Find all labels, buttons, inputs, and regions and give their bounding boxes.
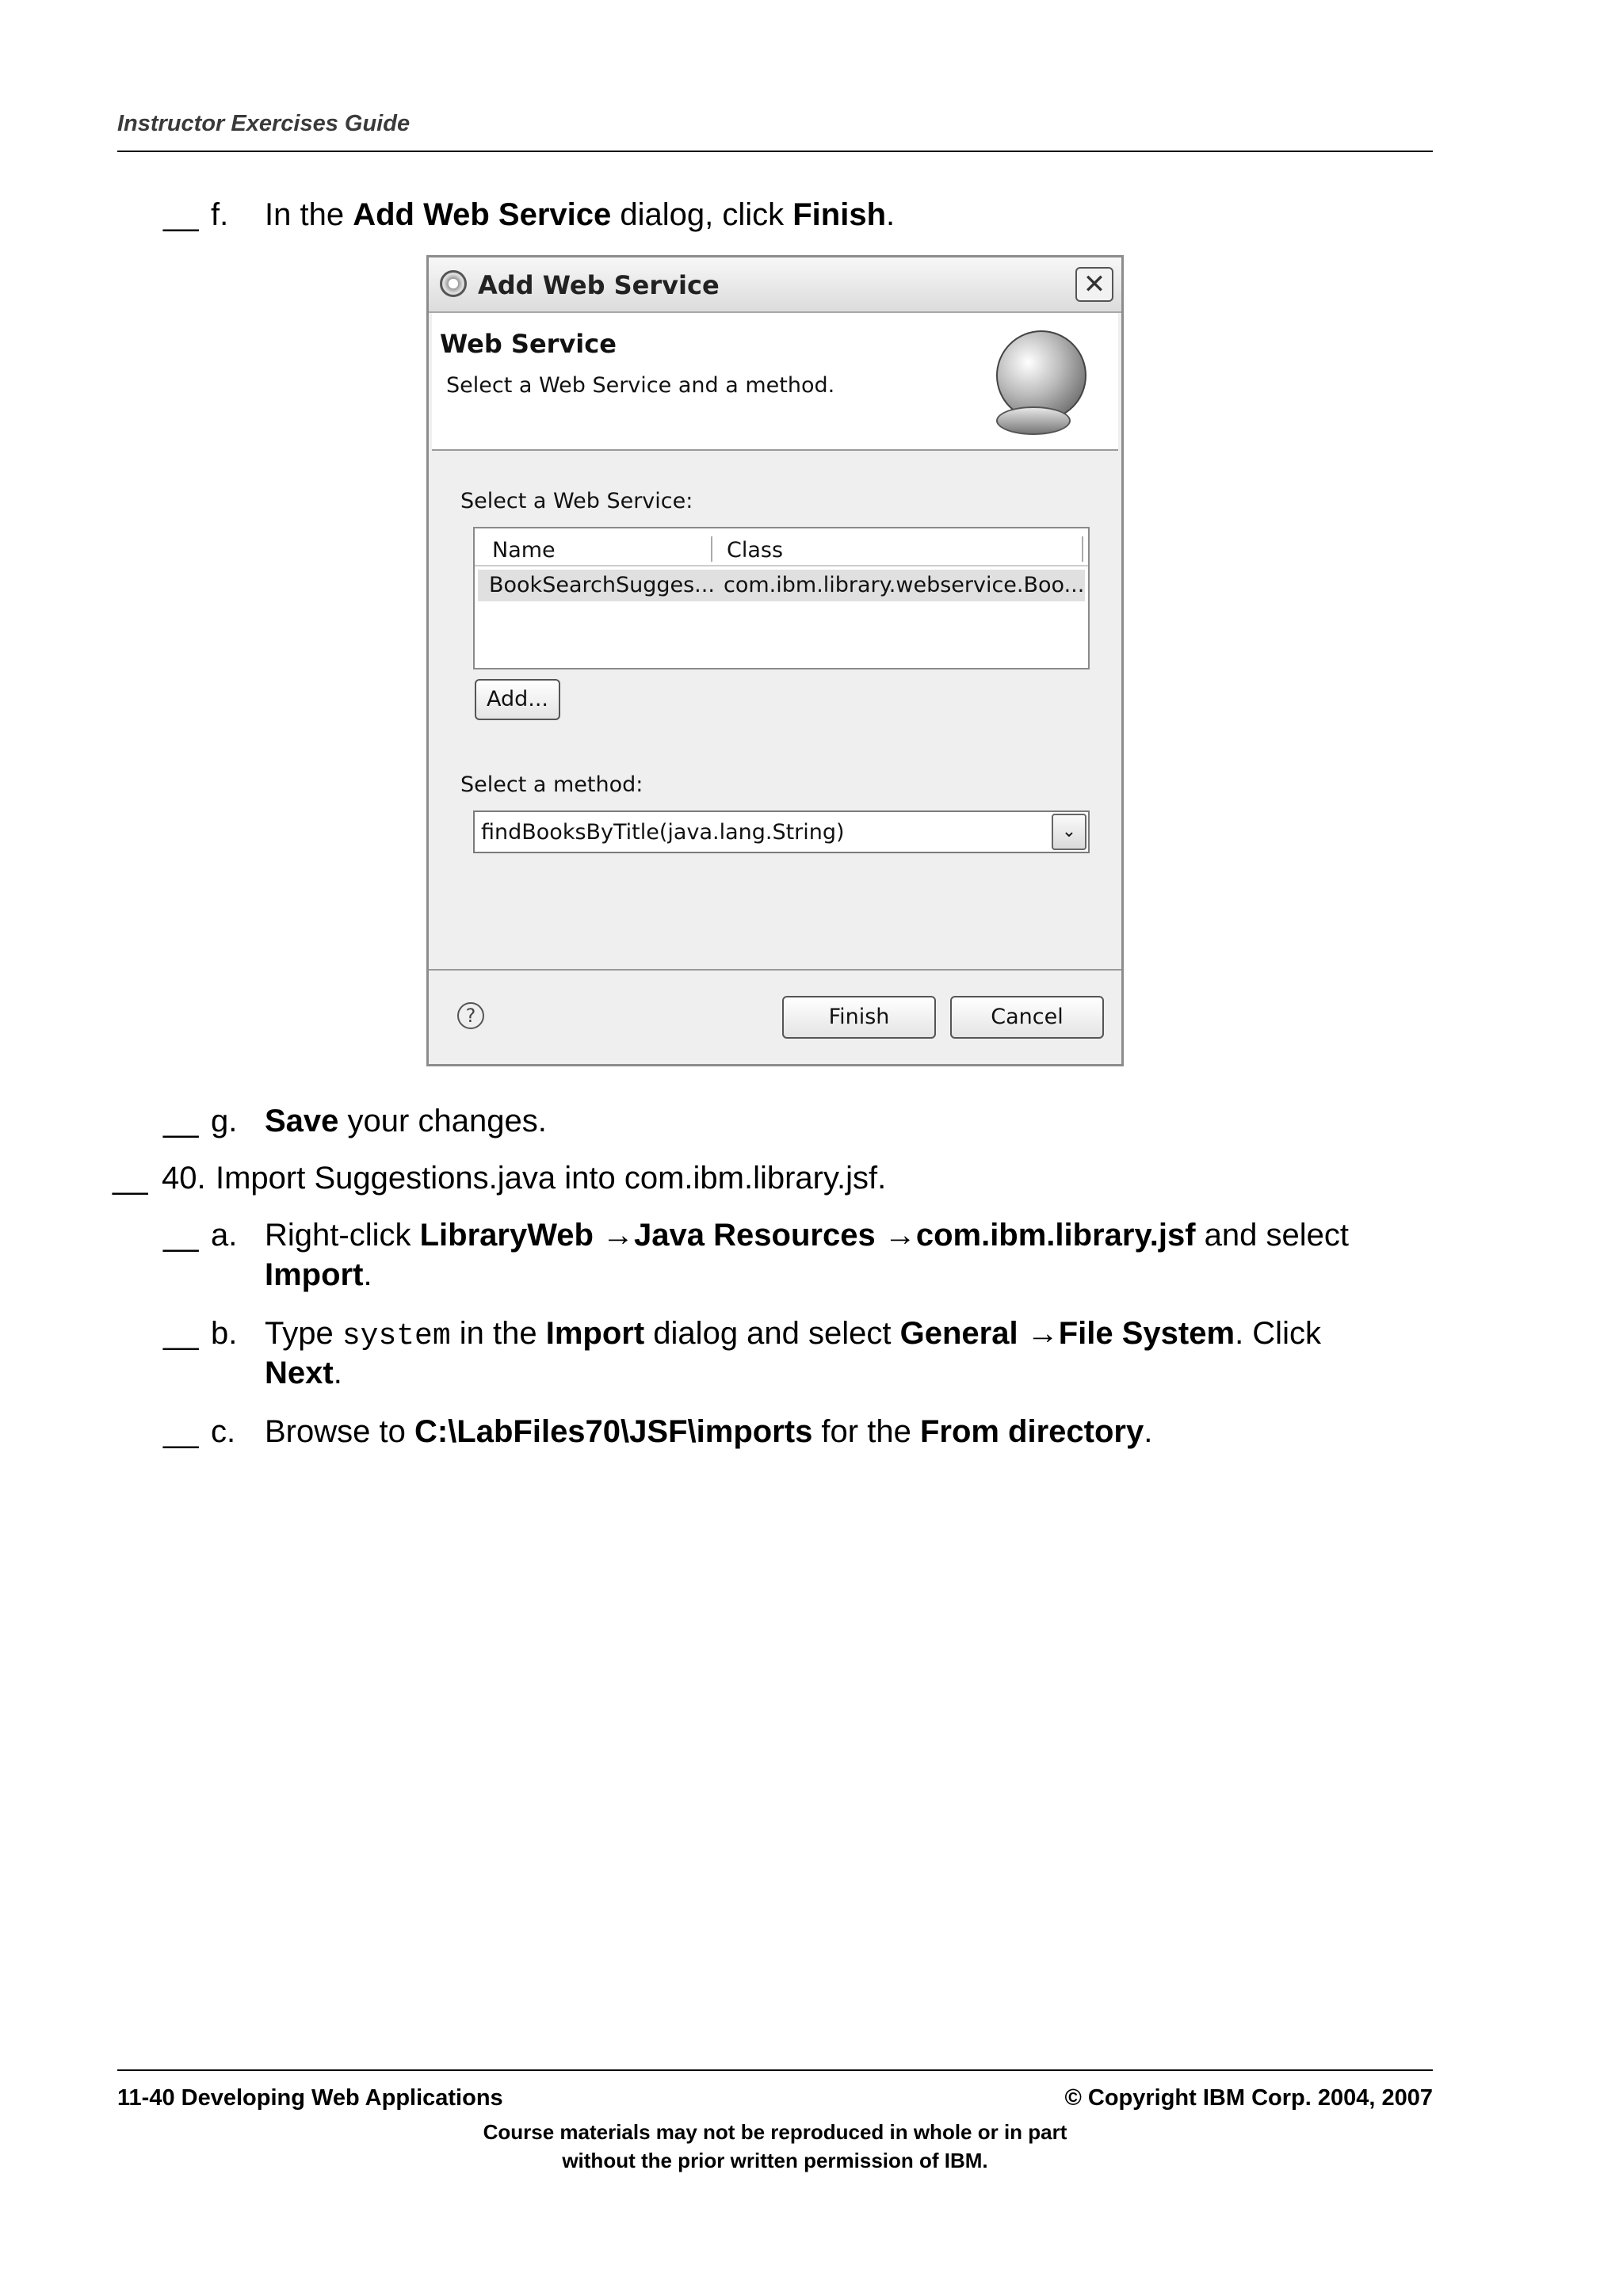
- step-c-label: c.: [211, 1414, 236, 1449]
- step-g-text: Save your changes.: [265, 1104, 547, 1138]
- close-icon[interactable]: ✕: [1075, 267, 1113, 302]
- step-a-label: a.: [211, 1218, 238, 1253]
- banner-description: Select a Web Service and a method.: [446, 373, 835, 398]
- method-select-value: findBooksByTitle(java.lang.String): [481, 820, 845, 845]
- step-c-text: Browse to C:\LabFiles70\JSF\imports for the From directory.: [265, 1414, 1153, 1449]
- step-f-checkbox-blank: __: [163, 197, 199, 232]
- column-header-class[interactable]: Class: [727, 538, 784, 563]
- footer-rule: [117, 2069, 1433, 2071]
- select-web-service-label: Select a Web Service:: [460, 489, 693, 513]
- step-40-label: 40.: [162, 1161, 206, 1196]
- chevron-down-icon[interactable]: ⌄: [1052, 814, 1086, 850]
- footer-notice-line-2: without the prior written permission of IBM.: [562, 2149, 988, 2172]
- column-header-name[interactable]: Name: [492, 538, 556, 563]
- step-g-checkbox-blank: __: [163, 1104, 199, 1138]
- dialog-banner: [432, 313, 1118, 451]
- footer-course-title: 11-40 Developing Web Applications: [117, 2085, 503, 2111]
- step-g-label: g.: [211, 1104, 238, 1138]
- add-button[interactable]: Add...: [475, 679, 560, 720]
- app-icon: [440, 270, 467, 297]
- banner-title: Web Service: [440, 329, 617, 359]
- step-f-text: In the Add Web Service dialog, click Finish.: [265, 197, 896, 232]
- finish-button[interactable]: Finish: [782, 996, 936, 1039]
- select-method-label: Select a method:: [460, 772, 643, 797]
- step-c-checkbox-blank: __: [163, 1414, 199, 1449]
- column-separator: [1082, 536, 1083, 562]
- dialog-title: Add Web Service: [478, 270, 720, 300]
- footer-copyright: © Copyright IBM Corp. 2004, 2007: [1064, 2085, 1433, 2111]
- running-header-title: Instructor Exercises Guide: [117, 111, 411, 136]
- step-a-text-line1: Right-click LibraryWeb →Java Resources →com.ibm.library.jsf and select: [265, 1218, 1349, 1253]
- header-rule: [117, 151, 1433, 152]
- dialog-titlebar: [429, 257, 1121, 313]
- table-cell-class: com.ibm.library.webservice.Boo...: [724, 573, 1085, 597]
- add-web-service-dialog: [426, 255, 1124, 1066]
- step-b-text-line2: Next.: [265, 1356, 342, 1390]
- globe-base-icon: [996, 406, 1071, 435]
- step-a-text-line2: Import.: [265, 1257, 372, 1292]
- step-40-checkbox-blank: __: [113, 1161, 148, 1196]
- table-row[interactable]: [478, 570, 1085, 601]
- web-service-table: [473, 527, 1090, 669]
- method-select[interactable]: [473, 810, 1090, 853]
- dialog-footer-divider: [429, 969, 1121, 971]
- step-b-label: b.: [211, 1316, 238, 1351]
- step-f-label: f.: [211, 197, 229, 232]
- footer-notice-line-1: Course materials may not be reproduced in whole or in part: [483, 2120, 1067, 2144]
- step-40-text: Import Suggestions.java into com.ibm.library.jsf.: [216, 1161, 887, 1196]
- table-cell-name: BookSearchSugges...: [489, 573, 715, 597]
- column-separator: [711, 536, 712, 562]
- cancel-button[interactable]: Cancel: [950, 996, 1104, 1039]
- table-header: [475, 533, 1088, 566]
- step-a-checkbox-blank: __: [163, 1218, 199, 1253]
- step-b-text-line1: Type system in the Import dialog and select General →File System. Click: [265, 1316, 1321, 1353]
- step-b-checkbox-blank: __: [163, 1316, 199, 1351]
- help-icon[interactable]: ?: [457, 1002, 484, 1029]
